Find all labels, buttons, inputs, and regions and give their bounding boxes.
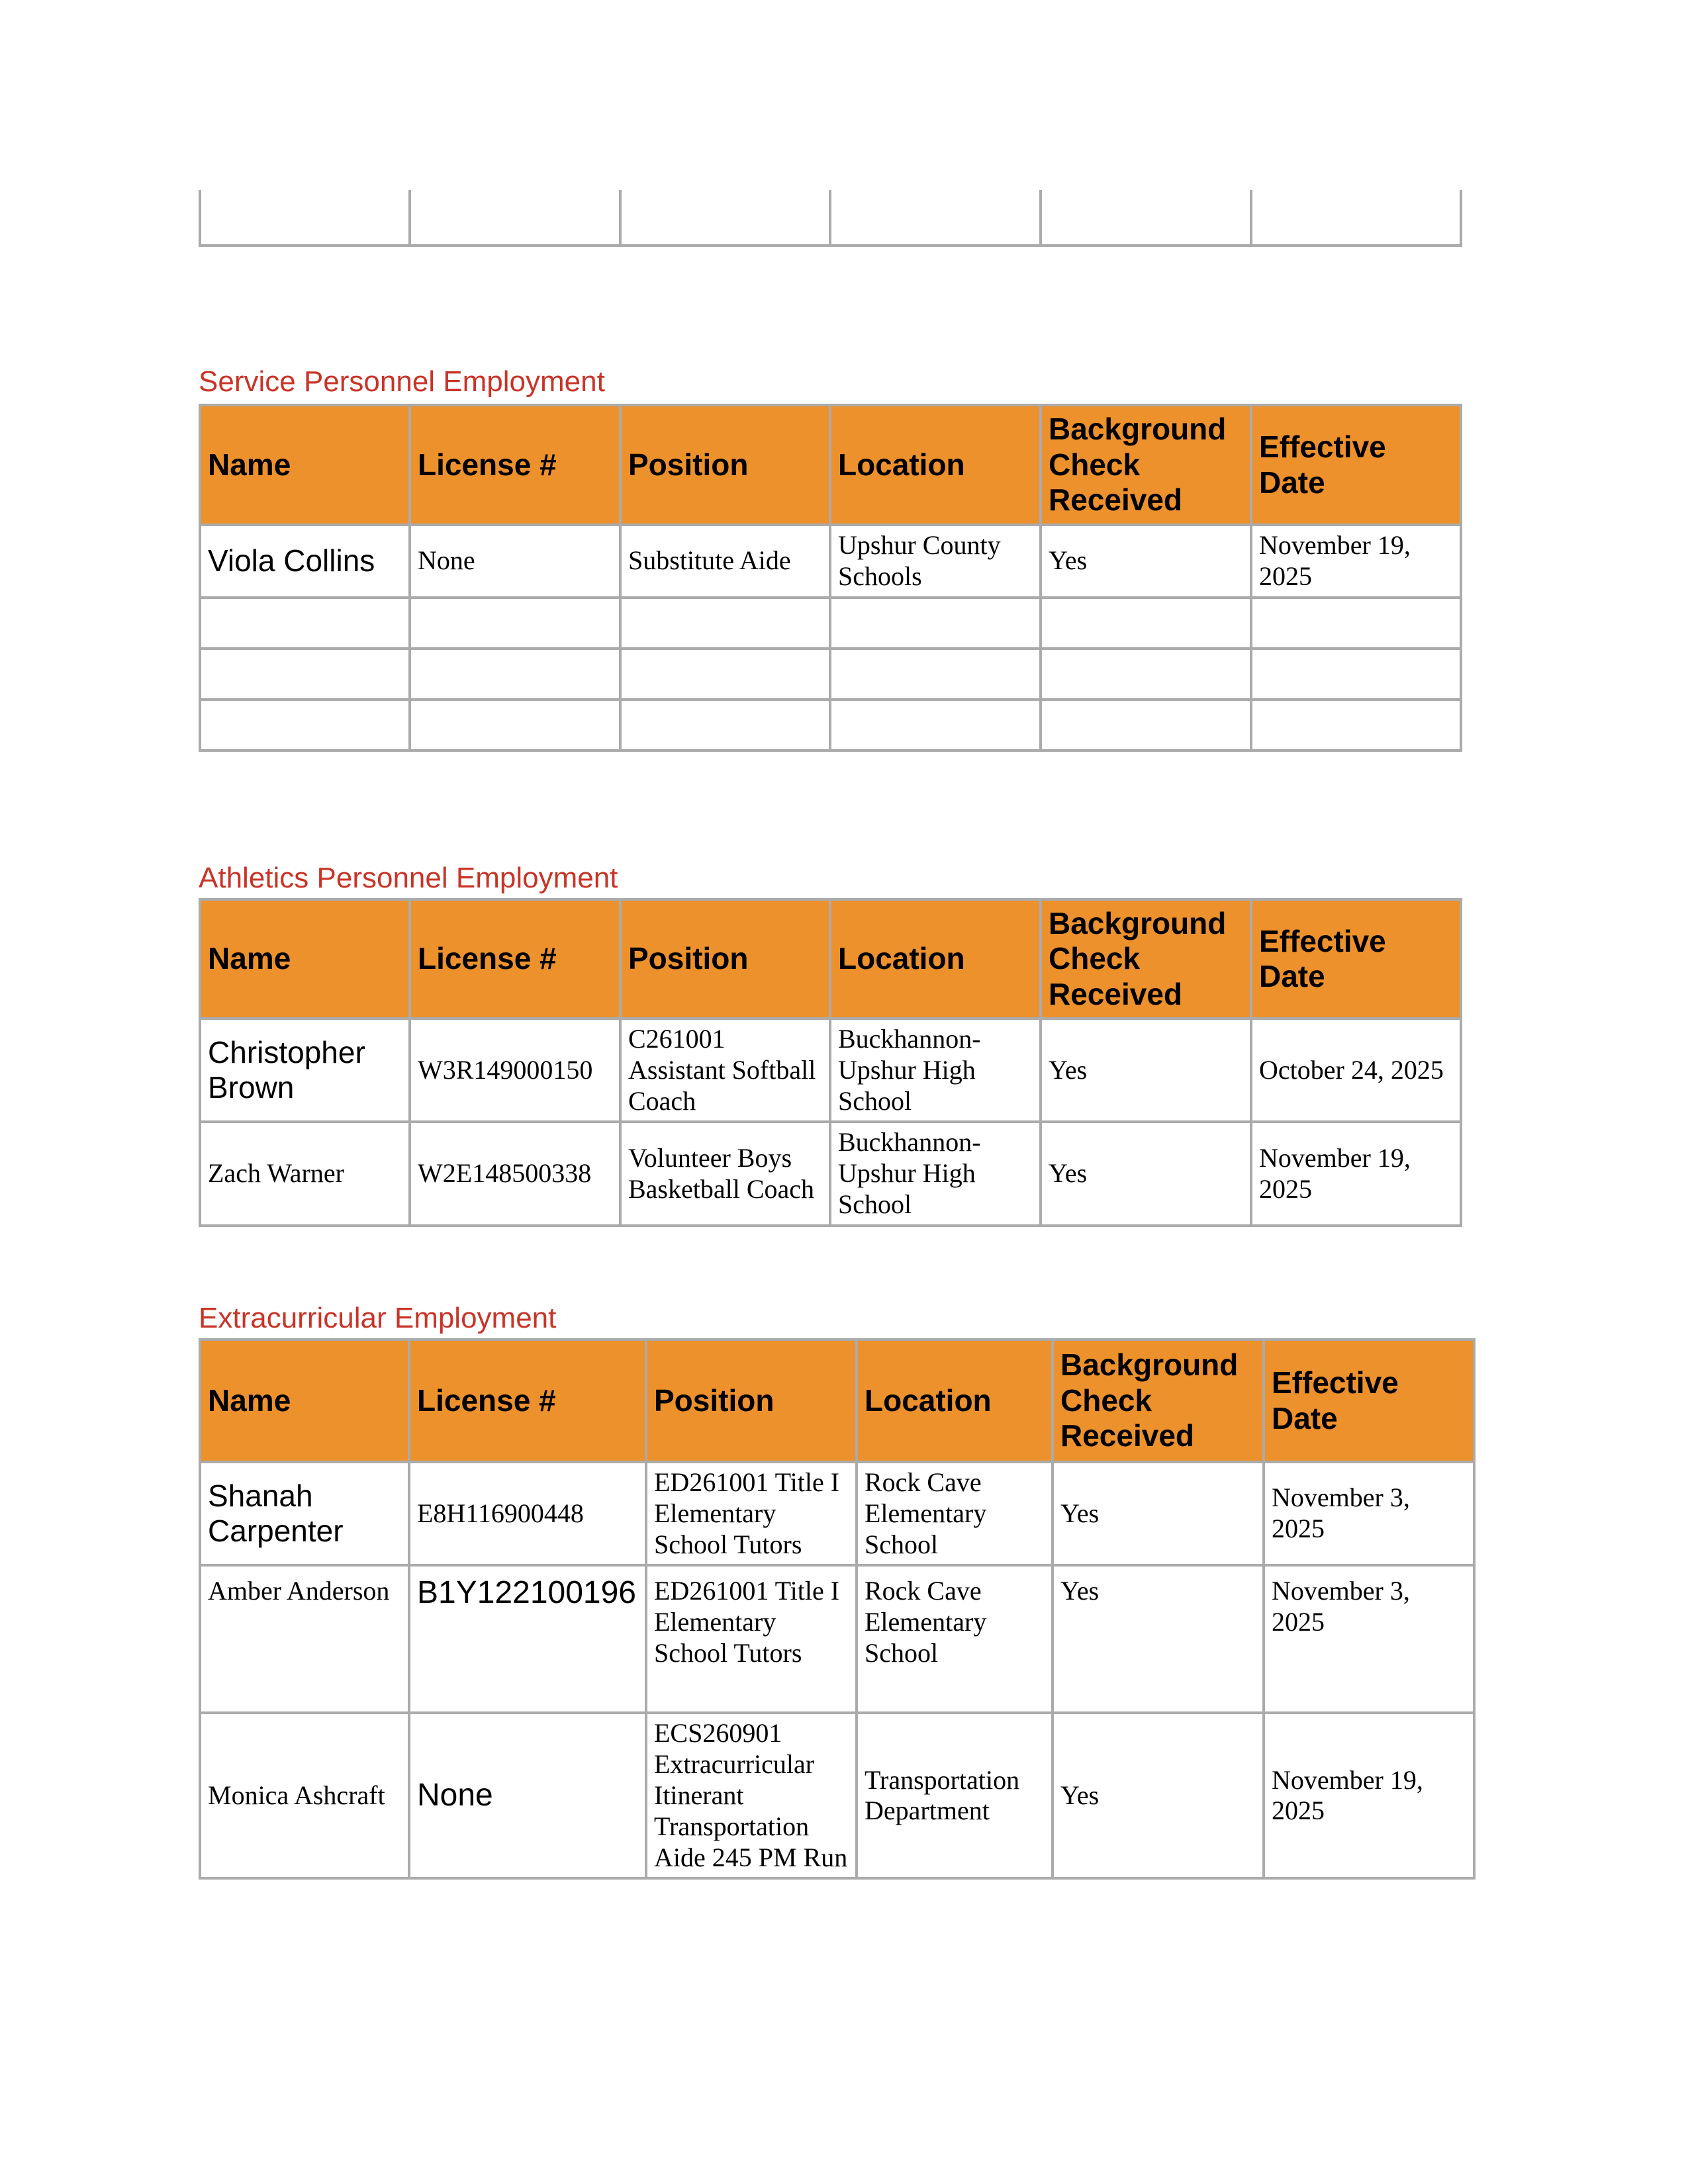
column-header-position: Position — [646, 1340, 857, 1462]
empty-cell — [200, 700, 410, 751]
cell-location: Rock Cave Elementary School — [857, 1462, 1053, 1565]
column-header-background-check: Background Check Received — [1053, 1340, 1264, 1462]
cell-license: None — [409, 1713, 646, 1878]
column-header-license: License # — [410, 899, 620, 1019]
empty-cell — [1251, 598, 1461, 649]
column-header-position: Position — [620, 405, 830, 525]
column-header-effective-date: Effective Date — [1251, 405, 1461, 525]
cell-background-check: Yes — [1053, 1565, 1264, 1713]
table-row-empty — [200, 598, 1461, 649]
empty-cell — [620, 598, 830, 649]
empty-cell — [1041, 598, 1251, 649]
empty-cell — [1251, 649, 1461, 700]
table-header-row — [200, 1340, 1474, 1462]
cell-effective-date: November 3, 2025 — [1264, 1565, 1474, 1713]
section-heading-athletics: Athletics Personnel Employment — [199, 862, 618, 894]
column-header-effective-date: Effective Date — [1264, 1340, 1474, 1462]
cell-effective-date: November 19, 2025 — [1251, 525, 1461, 598]
empty-cell — [1041, 700, 1251, 751]
cell-effective-date: November 19, 2025 — [1264, 1713, 1474, 1878]
cell-location: Buckhannon-Upshur High School — [830, 1019, 1041, 1122]
empty-cell — [830, 598, 1041, 649]
section-heading-extracurricular: Extracurricular Employment — [199, 1302, 557, 1334]
cell-name: Amber Anderson — [200, 1565, 409, 1713]
column-header-location: Location — [830, 405, 1041, 525]
column-header-location: Location — [857, 1340, 1053, 1462]
cell-background-check: Yes — [1041, 525, 1251, 598]
cell-location: Rock Cave Elementary School — [857, 1565, 1053, 1713]
previous-page-table-fragment — [199, 190, 1462, 247]
empty-cell — [830, 190, 1041, 246]
table-row — [200, 1713, 1474, 1878]
empty-cell — [1251, 700, 1461, 751]
empty-cell — [620, 190, 830, 246]
service-employment-table — [199, 404, 1462, 752]
column-header-location: Location — [830, 899, 1041, 1019]
cell-name: Shanah Carpenter — [200, 1462, 409, 1565]
column-header-effective-date: Effective Date — [1251, 899, 1461, 1019]
cell-position: ED261001 Title I Elementary School Tutors — [646, 1565, 857, 1713]
cell-position: ECS260901 Extracurricular Itinerant Transportation Aide 245 PM Run — [646, 1713, 857, 1878]
column-header-background-check: Background Check Received — [1041, 405, 1251, 525]
table-row — [200, 1565, 1474, 1713]
cell-name: Viola Collins — [200, 525, 410, 598]
extracurricular-employment-table — [199, 1338, 1476, 1880]
cell-name: Zach Warner — [200, 1122, 410, 1225]
table-row — [200, 1122, 1461, 1225]
empty-cell — [200, 598, 410, 649]
column-header-name: Name — [200, 1340, 409, 1462]
table-row — [200, 1019, 1461, 1122]
empty-cell — [410, 598, 620, 649]
cell-license: B1Y122100196 — [409, 1565, 646, 1713]
empty-cell — [620, 700, 830, 751]
cell-background-check: Yes — [1053, 1462, 1264, 1565]
cell-background-check: Yes — [1041, 1019, 1251, 1122]
empty-cell — [410, 190, 620, 246]
cell-position: C261001 Assistant Softball Coach — [620, 1019, 830, 1122]
table-row — [200, 525, 1461, 598]
cell-background-check: Yes — [1053, 1713, 1264, 1878]
empty-cell — [1251, 190, 1461, 246]
empty-cell — [830, 649, 1041, 700]
table-header-row — [200, 405, 1461, 525]
cell-effective-date: November 19, 2025 — [1251, 1122, 1461, 1225]
cell-position: ED261001 Title I Elementary School Tutors — [646, 1462, 857, 1565]
cell-position: Volunteer Boys Basketball Coach — [620, 1122, 830, 1225]
empty-cell — [830, 700, 1041, 751]
empty-cell — [1041, 649, 1251, 700]
empty-cell — [410, 649, 620, 700]
column-header-name: Name — [200, 899, 410, 1019]
section-heading-service: Service Personnel Employment — [199, 365, 605, 398]
cell-effective-date: November 3, 2025 — [1264, 1462, 1474, 1565]
cell-license: None — [410, 525, 620, 598]
cell-background-check: Yes — [1041, 1122, 1251, 1225]
table-header-row — [200, 899, 1461, 1019]
column-header-background-check: Background Check Received — [1041, 899, 1251, 1019]
cell-location: Transportation Department — [857, 1713, 1053, 1878]
column-header-name: Name — [200, 405, 410, 525]
cell-license: W3R149000150 — [410, 1019, 620, 1122]
cell-name: Christopher Brown — [200, 1019, 410, 1122]
athletics-employment-table — [199, 898, 1462, 1227]
empty-cell — [620, 649, 830, 700]
cell-name: Monica Ashcraft — [200, 1713, 409, 1878]
empty-cell — [1041, 190, 1251, 246]
empty-cell — [410, 700, 620, 751]
column-header-license: License # — [409, 1340, 646, 1462]
empty-cell — [200, 649, 410, 700]
table-row-empty — [200, 649, 1461, 700]
cell-effective-date: October 24, 2025 — [1251, 1019, 1461, 1122]
empty-cell — [200, 190, 410, 246]
cell-license: W2E148500338 — [410, 1122, 620, 1225]
cell-location: Buckhannon-Upshur High School — [830, 1122, 1041, 1225]
table-row — [200, 190, 1461, 246]
column-header-position: Position — [620, 899, 830, 1019]
column-header-license: License # — [410, 405, 620, 525]
cell-license: E8H116900448 — [409, 1462, 646, 1565]
cell-position: Substitute Aide — [620, 525, 830, 598]
cell-location: Upshur County Schools — [830, 525, 1041, 598]
table-row-empty — [200, 700, 1461, 751]
table-row — [200, 1462, 1474, 1565]
